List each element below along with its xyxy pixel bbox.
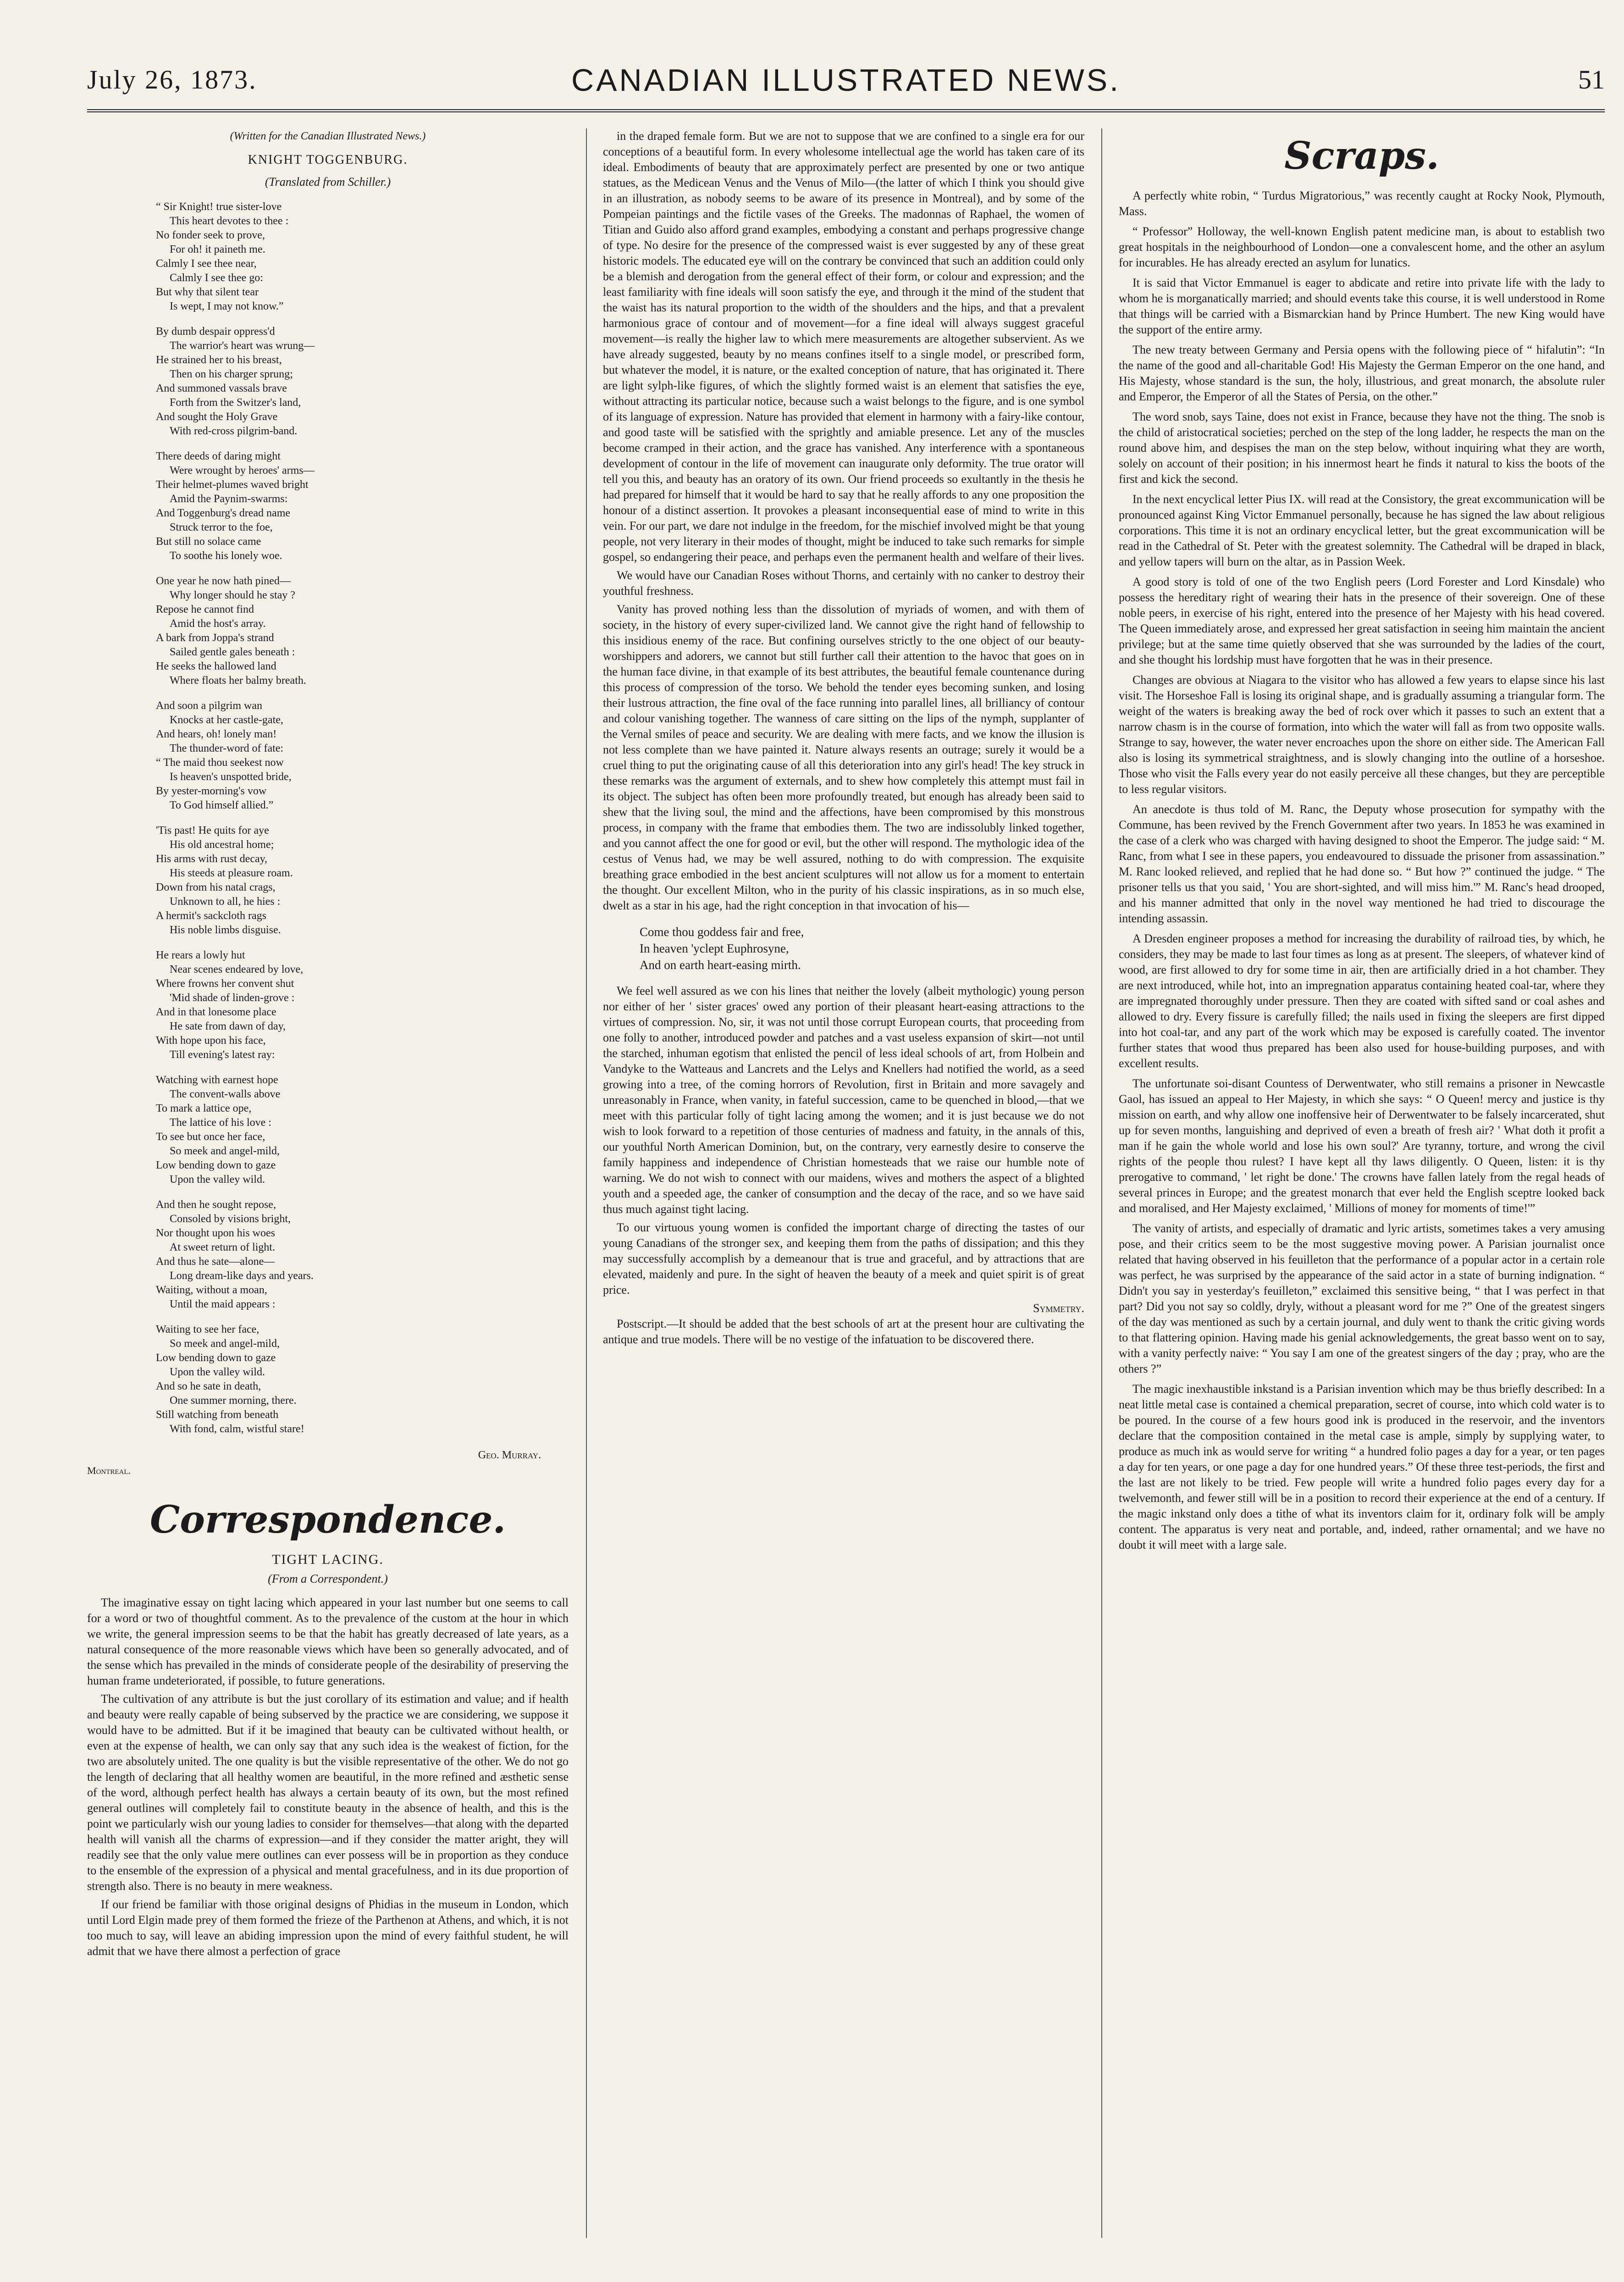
poem-line: Watching with earnest hope	[156, 1074, 278, 1086]
poem-line: To mark a lattice ope,	[156, 1102, 252, 1114]
poem-line: Then on his charger sprung;	[170, 368, 293, 380]
poem-line: His old ancestral home;	[170, 839, 274, 851]
poem-line: Nor thought upon his woes	[156, 1227, 275, 1239]
poem-line: Forth from the Switzer's land,	[170, 397, 301, 409]
poem-line: And in that lonesome place	[156, 1006, 276, 1018]
page-number: 51	[1578, 65, 1605, 94]
poem-line: And so he sate in death,	[156, 1380, 261, 1392]
scrap-item: “ Professor” Holloway, the well-known English patent medicine man, is about to establish two great hospitals in the neighbourhood of London—one a convalescent home, and the other an asylum for incurables. He has already erected an asylum for lunatics.	[1119, 225, 1605, 269]
poem-line: He strained her to his breast,	[156, 354, 282, 366]
poem-line: And thus he sate—alone—	[156, 1256, 275, 1268]
column-divider	[586, 128, 587, 2238]
scrap-item: The vanity of artists, and especially of dramatic and lyric artists, sometimes takes a very amusing pose, and their critics seem to be the most suggestive moving power. A Parisian journalist once related that having observed in his feuilleton that the performance of a popular actor in a certain role was perfect, he was surprised by the appearance of the said actor in a state of burning indignation. “ Didn't you say in yesterday's feuilleton,” exclaimed this sensitive being, “ that I was perfect in that part? Did you not say so coldly, dryly, without a pleasant word for me ?” One of the greatest singers of the day was mentioned as such by a certain journal, and duly went to thank the critic giving words to that flattering opinion. Having made his genial acknowledgements, the great basso went on to say, with a vanity perfectly naive: “ You say I am one of the greatest singers of the day ; pray, who are the others ?”	[1119, 1222, 1605, 1375]
poem-line: Their helmet-plumes waved bright	[156, 479, 309, 491]
article-paragraph: We feel well assured as we con his lines that neither the lovely (albeit mythologic) young person nor either of her ' sister graces' owed any portion of their pleasant heart-easing attractions to the virtues of compression. No, sir, it was not until those corrupt European courts, that proceeding from one folly to another, introduced powder and patches and a vast useless expansion of skirt—not until the starched, inhuman egotism that enlisted the pencil of less ideal schools of art, from Holbein and Vandyke to the Watteaus and Lancrets and the Lelys and Knellers had notified the world, as a seed growing into a tree, of the coming horrors of Revolution, first in Britain and more savagely and unreasonably in France, when vanity, in fateful succession, came to be quenched in blood,—that we meet with this particular folly of tight lacing among the women; and it is just because we do not wish to look forward to a repetition of those centuries of madness and fatuity, in the annals of this, our youthful North American Dominion, but, on the contrary, very earnestly desire to conserve the family happiness and independence of Christian homesteads that we raise our humble note of warning. We do not wish to connect with our maidens, wives and mothers the aspect of a blighted youth and a speeded age, the canker of consumption and the decay of the race, and so we have said thus much against tight lacing.	[603, 984, 1084, 1216]
column-1	[87, 128, 569, 1962]
poem-line: His noble limbs disguise.	[170, 924, 281, 936]
poem-subtitle: (Translated from Schiller.)	[265, 175, 391, 188]
scrap-item: The unfortunate soi-disant Countess of Derwentwater, who still remains a prisoner in Newcastle Gaol, has issued an appeal to Her Majesty, in which she says: “ O Queen! mercy and justice is thy mission on earth, and why allow one inoffensive heir of Derwentwater to be falsely incarcerated, shut up for seven months, languishing and deprived of even a breath of fresh air? ' What doth it profit a man if he gain the whole world and lose his own soul?' Are tyranny, torture, and wrong the civil rights of the people thou rulest? I have kept all thy laws diligently. O Queen, listen: it is thy prerogative to command, ' let right be done.' The crowns have fallen lately from the regal heads of several princes in Europe; and the greatest monarch that ever held the English sceptre looked back and moralised, and Her Majesty exclaimed, ' Millions of money for moments of time!'”	[1119, 1077, 1605, 1215]
poem-line: With hope upon his face,	[156, 1035, 266, 1047]
article-paragraph: If our friend be familiar with those original designs of Phidias in the museum in London, which until Lord Elgin made prey of them formed the frieze of the Parthenon at Athens, and which, it is not too much to say, will leave an abiding impression upon the mind of every faithful student, he will admit that we have there almost a perfection of grace	[87, 1898, 569, 1958]
poem-line: To see but once her face,	[156, 1131, 265, 1143]
poem-line: Low bending down to gaze	[156, 1159, 276, 1171]
poem-line: Down from his natal crags,	[156, 881, 276, 893]
article-paragraph: Vanity has proved nothing less than the dissolution of myriads of women, and with them of society, in the history of every super-civilized land. We cannot give the right hand of fellowship to this insidious enemy of the race. But confining ourselves strictly to the one object of our beauty-worshippers and adorers, we cannot but still further call their attention to the havoc that goes on in the human face divine, in that example of its best attributes, the beautiful female countenance during this process of compression of the torso. We behold the tender eyes becoming sunken, and losing their lustrous attraction, the fine oval of the face running into parallel lines, all brilliancy of contour and colour vanishing together. The wanness of care sitting on the lips of the nymph, supplanter of the Vernal smiles of peace and security. We are dealing with mere facts, and we know the illusion is not less complete than we have painted it. Nature always resents an outrage; surely it would be a cruel thing to put the originating cause of all this deterioration into any girl's head! The key struck in these remarks was the argument of externals, and to shew how completely this attempt must fail in its object. The subject has often been more profoundly treated, but enough has already been said to shew that the living soul, the mind and the affections, have been compromised by this monstrous process, in company with the frame that embodies them. The two are indissolubly linked together, and you cannot affect the one for good or evil, but the other will respond. The mythologic idea of the cestus of Venus had, we may be well assured, nothing to do with compression. The exquisite breathing grace embodied in the best ancient sculptures will not allow us for a moment to entertain the thought. Our excellent Milton, who in the purity of his classic inspirations, as in so much else, dwelt as a star in his age, had the right conception in that invocation of his—	[603, 603, 1084, 912]
article-paragraph: To our virtuous young women is confided the important charge of directing the tastes of our young Canadians of the stronger sex, and keeping them from the paths of dissipation; and this they may successfully accomplish by a demeanour that is true and graceful, and by attractions that are elevated, maidenly and pure. In the sight of heaven the beauty of a meek and quiet spirit is of great price.	[603, 1221, 1084, 1296]
poem-credit: (Written for the Canadian Illustrated News.)	[230, 130, 426, 142]
poem-stanza	[156, 449, 569, 563]
scrap-item: A good story is told of one of the two English peers (Lord Forester and Lord Kinsdale) who possess the hereditary right of wearing their hats in the presence of their sovereign. One of these noble peers, in exercise of his right, entered into the presence of her Majesty with his head covered. The Queen immediately arose, and expressed her great satisfaction in seeing him maintain the ancient privilege; but at the same time quietly observed that she was surrounded by the ladies of the court, and she thought his lordship must have forgotten that he was in their presence.	[1119, 575, 1605, 666]
poem-stanza	[156, 824, 569, 937]
poem-line: For oh! it paineth me.	[170, 244, 265, 255]
article-paragraph: in the draped female form. But we are not to suppose that we are confined to a single era for our conceptions of a beautiful form. In every wholesome intellectual age the world has taken care of its ideal. Embodiments of beauty that are approximately perfect are presented by one or two antique statues, as the Medicean Venus and the Venus of Milo—(the latter of which I think you should give in an illustration, as nobody seems to be aware of its presence in Montreal), and by some of the Pompeian paintings and the fictile vases of the Greeks. The madonnas of Raphael, the women of Titian and Guido also afford grand examples, embodying a constant and perhaps progressive change of type. No desire for the presence of the compressed waist is ever suggested by any of these great historic models. The educated eye will on the contrary be convinced that such an addition could only be a blemish and derogation from the general effect of their form, or colour and expression; and the least familiarity with fine ideals will soon satisfy the eye, and through it the mind of the student that the waist has its natural proportion to the width of the shoulders and the hips, and that a prevalent harmonious grace of contour and of movement—for a fine ideal will always suggest graceful movement—is really the higher law to which mere measurements are altogether subservient. As we have already suggested, beauty by no means confines itself to a single model, or prescribed form, but whatever the model, it is nature, or the exalted conception of nature, that has originated it. There are light sylph-like figures, of which the slightly formed waist is an element that satisfies the eye, without attracting its particular notice, because such a waist belongs to the figure, and is one symbol of its language of expression. Nature has provided that element in harmony with a fairy-like contour, and good taste will be satisfied with the sprightly and amiable presence. Let any of the muscles become cramped in their action, and the grace has vanished. Any interference with a spontaneous development of contour in the life of movement can inaugurate only deformity. The true orator will tell you this, and beauty has an oratory of its own. Our friend proceeds so exultantly in the thesis he had prepared for himself that it would be hard to say that he really affords to any one proposition the honour of a distinct assertion. It provokes a pleasant inconsequential ease of mind to write in this vein. For our part, we dare not indulge in the freedom, for the mischief involved might be that young people, not very literary in their modes of thought, might be induced to take such remarks for simple gospel, so endangering their peace, and perhaps even the permanent health and welfare of their lives.	[603, 129, 1084, 564]
article-paragraph: We would have our Canadian Roses without Thorns, and certainly with no canker to destroy their youthful freshness.	[603, 569, 1084, 598]
poem-line: Amid the host's array.	[170, 618, 266, 630]
poem-line: A bark from Joppa's strand	[156, 632, 274, 644]
poem-line: One summer morning, there.	[170, 1395, 297, 1407]
poem-stanza	[156, 1073, 569, 1187]
poem-body	[87, 200, 569, 1436]
poem-line: 'Mid shade of linden-grove :	[170, 992, 295, 1004]
poem-line: Waiting to see her face,	[156, 1324, 260, 1335]
poem-line: Calmly I see thee near,	[156, 258, 257, 270]
poem-line: But still no solace came	[156, 536, 261, 548]
quote-line: Come thou goddess fair and free,	[640, 925, 804, 939]
scrap-item: The word snob, says Taine, does not exist in France, because they have not the thing. The snob is the child of aristocratical societies; perched on the step of the long ladder, he respects the man on the round above him, and despises the man on the step below, without inquiring what they are worth, solely on account of their position; in his innermost heart he finds it natural to kiss the boots of the first and kick the second.	[1119, 410, 1605, 486]
poem-line: Knocks at her castle-gate,	[170, 714, 283, 726]
scraps-list	[1119, 188, 1605, 1553]
poem-stanza	[156, 325, 569, 438]
poem-line: By yester-morning's vow	[156, 785, 267, 797]
poem-stanza	[156, 1323, 569, 1436]
poem-line: 'Tis past! He quits for aye	[156, 825, 269, 836]
newspaper-title: CANADIAN ILLUSTRATED NEWS.	[571, 63, 1121, 98]
article-title: TIGHT LACING.	[272, 1552, 384, 1567]
poem-line: His steeds at pleasure roam.	[170, 867, 293, 879]
poem-line: Is wept, I may not know.”	[170, 300, 284, 312]
poem-line: There deeds of daring might	[156, 450, 281, 462]
poem-line: Until the maid appears :	[170, 1298, 276, 1310]
column-2	[603, 128, 1084, 1350]
correspondence-heading: Correspondence.	[149, 1498, 506, 1542]
poem-line: The lattice of his love :	[170, 1117, 271, 1129]
article-byline: (From a Correspondent.)	[268, 1572, 388, 1585]
poem-stanza	[156, 699, 569, 813]
poem-line: He rears a lowly hut	[156, 949, 245, 961]
scrap-item: A perfectly white robin, “ Turdus Migratorious,” was recently caught at Rocky Nook, Plymouth, Mass.	[1119, 189, 1605, 218]
scrap-item: The new treaty between Germany and Persia opens with the following piece of “ hifalutin”: “In the name of the good and all-charitable God! His Majesty the German Emperor on the one hand, and His Majesty, whose standard is the sun, the holy, illustrious, and great monarch, the absolute ruler and Emperor, the Emperor of all the States of Persia, on the other.”	[1119, 343, 1605, 403]
poem-title: KNIGHT TOGGENBURG.	[248, 153, 408, 167]
scrap-item: It is said that Victor Emmanuel is eager to abdicate and retire into private life with the lady to whom he is morganatically married; and should events take this course, it is well understood in Rome that things will be carried with a Bismarckian hand by Prince Humbert. The new King would have the support of the entire army.	[1119, 276, 1605, 336]
poem-stanza	[156, 200, 569, 314]
poem-line: Consoled by visions bright,	[170, 1213, 291, 1225]
poem-line: “ The maid thou seekest now	[156, 757, 284, 769]
poem-line: So meek and angel-mild,	[170, 1145, 280, 1157]
poem-line: No fonder seek to prove,	[156, 229, 265, 241]
poem-line: And summoned vassals brave	[156, 382, 287, 394]
scrap-item: In the next encyclical letter Pius IX. will read at the Consistory, the great excommunication will be pronounced against King Victor Emmanuel personally, because he has signed the law about religious corporations. This time it is not an ordinary encyclical letter, but the great excommunication will be read in the Cathedral of St. Peter with the greatest solemnity. The Cathedral will be draped in black, and yellow tapers will burn on the altar, as in Passion Week.	[1119, 493, 1605, 568]
poem-line: The warrior's heart was wrung—	[170, 340, 315, 352]
newspaper-page	[87, 60, 1605, 2256]
poem-stanza	[156, 1198, 569, 1312]
poem-line: Is heaven's unspotted bride,	[170, 771, 292, 783]
scrap-item: The magic inexhaustible inkstand is a Parisian invention which may be thus briefly described: In a neat little metal case is contained a chemical preparation, secret of course, into which cold water is to be poured. In the course of a few hours good ink is produced in the reservoir, and the inventors declare that the composition contained in the metal case is ample, simply by supplying water, to produce as much ink as would serve for writing “ a hundred folio pages a day for a year, or ten pages a day for ten years, or one page a day for one hundred years.” Of these three test-periods, the first and the last are not likely to be tried. Few people will write a hundred folio pages every day for a twelvemonth, and fewer still will be in a position to record their experience at the end of a century. If the magic inkstand only does a tithe of what its inventors claim for it, ordinary folk will be amply content. The apparatus is very neat and portable, and, indeed, rather ornamental; and we have no doubt it will meet with a large sale.	[1119, 1382, 1605, 1551]
poem-line: One year he now hath pined—	[156, 575, 291, 587]
issue-date: July 26, 1873.	[87, 65, 257, 94]
poem-line: Sailed gentle gales beneath :	[170, 646, 295, 658]
poem-line: Waiting, without a moan,	[156, 1284, 267, 1296]
milton-quote	[640, 924, 1084, 973]
column-3	[1119, 128, 1605, 1557]
scraps-heading: Scraps.	[1284, 134, 1439, 178]
poem-line: Why longer should he stay ?	[170, 589, 295, 601]
poem-signature: Geo. Murray.	[478, 1449, 541, 1461]
article-paragraph: The cultivation of any attribute is but the just corollary of its estimation and value; and if health and beauty were really capable of being subserved by the practice we are considering, we suppose it would have to be admitted. But if it be imagined that beauty can be cultivated without health, or even at the expense of health, we can only say that any such idea is the weakest of fiction, for the two are absolutely united. The one quality is but the visible representative of the other. We do not go the length of declaring that all healthy women are beautiful, in the more refined and æsthetic sense of the word, although perfect health has always a certain beauty of its own, but the most refined general outlines will completely fail to constitute beauty in the absence of health, and this is the point we particularly wish our young ladies to consider for themselves—that along with the departed health will vanish all the charms of expression—and if they consider the matter aright, they will readily see that the only value mere outlines can ever possess will be in proportion as they conduce to the ensemble of the expression of a physical and mental gracefulness, and in its due proportion of strength also. There is no beauty in mere weakness.	[87, 1692, 569, 1893]
poem-line: The convent-walls above	[170, 1088, 281, 1100]
poem-line: The thunder-word of fate:	[170, 742, 284, 754]
article-paragraph: The imaginative essay on tight lacing which appeared in your last number but one seems to call for a word or two of thoughtful comment. As to the prevalence of the custom at the hour in which we write, the general impression seems to be that the habit has greatly decreased of late years, as a natural consequence of the more reasonable views which have been so generally advocated, and of the sense which has prevailed in the minds of considerate people of the desirability of preserving the human frame undeteriorated, if possible, to future generations.	[87, 1596, 569, 1687]
scrap-item: An anecdote is thus told of M. Ranc, the Deputy whose prosecution for sympathy with the Commune, has been revived by the French Government after two years. In 1853 he was examined in the case of a clerk who was charged with having designed to shoot the Emperor. The judge said: “ M. Ranc, from what I see in these papers, you endeavoured to dissuade the prisoner from assassination.” M. Ranc looked relieved, and replied that he had done so. “ But how ?” continued the judge. “ The prisoner tells us that you said, ' You are short-sighted, and will miss him.'” M. Ranc's head drooped, and his manner admitted that only in the novel way mentioned he had tried to discourage the intending assassin.	[1119, 803, 1605, 925]
poem-line: And Toggenburg's dread name	[156, 507, 291, 519]
poem-line: Calmly I see thee go:	[170, 272, 263, 284]
poem-line: A hermit's sackcloth rags	[156, 910, 266, 922]
poem-line: Upon the valley wild.	[170, 1174, 265, 1185]
poem-line: Till evening's latest ray:	[170, 1049, 275, 1061]
poem-line: Near scenes endeared by love,	[170, 964, 304, 975]
poem-line: At sweet return of light.	[170, 1241, 275, 1253]
poem-line: Upon the valley wild.	[170, 1366, 265, 1378]
poem-line: Amid the Paynim-swarms:	[170, 493, 288, 505]
poem-line: “ Sir Knight! true sister-love	[156, 201, 282, 213]
poem-stanza	[156, 574, 569, 688]
scrap-item: A Dresden engineer proposes a method for increasing the durability of railroad ties, by which, he considers, they may be made to last four times as long as at present. The sleepers, of whatever kind of wood, are first allowed to dry for some time in air, then are artificially dried in a hot chamber. They are next introduced, while hot, into an impregnation apparatus containing heated coal-tar, where they are impregnated thoroughly under pressure. Then they are coated with sifted sand or coal ashes and allowed to dry. Every fissure is carefully filled; the nails used in fixing the sleepers are first dipped into hot coal-tar, and any part of the work which may be exposed is carefully coated. The inventor further states that wood thus prepared has been also used for house-building purposes, and with excellent results.	[1119, 932, 1605, 1070]
poem-line: And hears, oh! lonely man!	[156, 728, 277, 740]
poem-line: But why that silent tear	[156, 286, 259, 298]
masthead-rule	[87, 109, 1605, 114]
quote-line: In heaven 'yclept Euphrosyne,	[640, 942, 789, 955]
poem-line: Repose he cannot find	[156, 604, 254, 615]
poem-line: To soothe his lonely woe.	[170, 550, 282, 562]
poem-line: He sate from dawn of day,	[170, 1020, 286, 1032]
poem-line: His arms with rust decay,	[156, 853, 268, 865]
poem-line: Long dream-like days and years.	[170, 1270, 314, 1282]
poem-line: Unknown to all, he hies :	[170, 896, 281, 908]
poem-line: So meek and angel-mild,	[170, 1338, 280, 1350]
poem-line: And sought the Holy Grave	[156, 411, 278, 423]
poem-line: With fond, calm, wistful stare!	[170, 1423, 304, 1435]
column-divider	[1101, 128, 1102, 2238]
poem-line: And soon a pilgrim wan	[156, 700, 262, 712]
poem-line: Where frowns her convent shut	[156, 978, 294, 990]
poem-place: Montreal.	[87, 1465, 131, 1476]
poem-line: And then he sought repose,	[156, 1199, 276, 1211]
poem-line: Struck terror to the foe,	[170, 521, 273, 533]
poem-line: With red-cross pilgrim-band.	[170, 425, 298, 437]
poem-line: Still watching from beneath	[156, 1409, 279, 1421]
poem-line: Where floats her balmy breath.	[170, 675, 306, 687]
masthead	[87, 60, 1605, 110]
scrap-item: Changes are obvious at Niagara to the visitor who has allowed a few years to elapse since his last visit. The Horseshoe Fall is losing its original shape, and is gradually assuming a triangular form. The weight of the waters is breaking away the bed of rock over which it passes to such an extent that a narrow chasm is in the course of formation, into which the water will fall as from two opposite walls. Strange to say, however, the water never encroaches upon the shore on either side. The American Fall also is losing its symmetrical straightness, and is slowly changing into the outline of a horseshoe. Those who visit the Falls every year do not easily perceive all these changes, but they are perceptible to less regular visitors.	[1119, 673, 1605, 796]
poem-line: This heart devotes to thee :	[170, 215, 289, 227]
quote-line: And on earth heart-easing mirth.	[640, 958, 801, 972]
poem-line: Low bending down to gaze	[156, 1352, 276, 1364]
poem-stanza	[156, 948, 569, 1062]
article-signoff: Symmetry.	[1033, 1302, 1084, 1315]
article-postscript: Postscript.—It should be added that the best schools of art at the present hour are cultivating the antique and true models. There will be no vestige of the infatuation to be discovered there.	[603, 1317, 1084, 1346]
poem-line: Were wrought by heroes' arms—	[170, 465, 315, 476]
poem-line: By dumb despair oppress'd	[156, 326, 275, 338]
poem-line: To God himself allied.”	[170, 799, 274, 811]
poem-line: He seeks the hallowed land	[156, 660, 276, 672]
